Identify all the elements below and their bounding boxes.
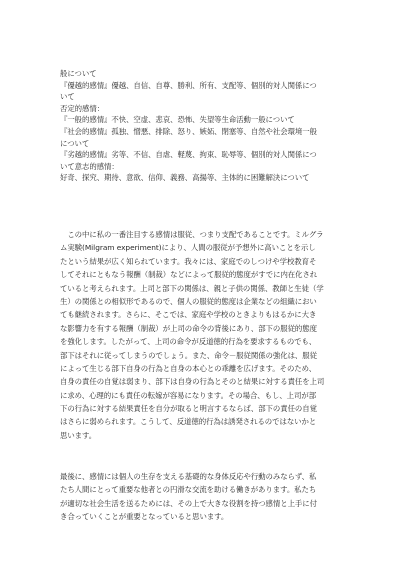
- text-line: き合っていくことが重要となっていると思います。: [60, 512, 229, 522]
- text-line: が適切な社会生活を送るためには、その上で大きな役割を持つ感情と上手に付: [60, 498, 317, 508]
- text-line: ていると考えられます。上司と部下の関係は、親と子供の関係、教師と生徒（学: [60, 283, 324, 293]
- text-line: 思います。: [60, 430, 97, 440]
- text-line: 部下はそれに従ってしまうのでしょう。また、命令－服従関係の強化は、服従: [60, 350, 317, 360]
- paragraph-obedience: [60, 228, 360, 442]
- text-line: 『一般的感情』不快、空虚、悲哀、恐怖、失望等生命活動一般について: [60, 115, 295, 125]
- text-line: 自身の責任の自覚は弱まり、部下は自身の行為とそのと結果に対する責任を上司: [60, 377, 325, 387]
- text-line: たち人間にとって重要な他者との円滑な交流を助ける働きがあります。私たち: [60, 485, 317, 495]
- text-line: 否定的感情：: [60, 103, 105, 113]
- text-line: はさらに弱められます。こうして、反道徳的行為は誘発されるのではないかと: [60, 417, 317, 427]
- text-line: 般について: [60, 69, 97, 78]
- text-line: を強化します。したがって、上司の命令が反道徳的行為を要求するものでも、: [60, 337, 317, 347]
- text-line: について: [60, 138, 90, 148]
- text-line: な影響力を有する報酬（制裁）が上司の命令の背後にあり、部下の服従的態度: [60, 323, 317, 333]
- text-line: たという結果が広く知られています。我々には、家庭でのしつけや学校教育そ: [60, 256, 317, 266]
- text-line: いて意志的感情：: [60, 161, 119, 171]
- text-line: いて: [60, 92, 75, 102]
- text-line: 『社会的感情』孤独、憎悪、排除、怒り、嫉妬、閉塞等、自然や社会環境一般: [60, 126, 317, 136]
- paragraph-conclusion: [60, 470, 360, 524]
- text-line: ても継続されます。さらに、そこでは、家庭や学校のときよりもはるかに大き: [60, 310, 317, 320]
- text-line: 『劣越的感情』劣等、不信、自虐、軽蔑、拘束、恥辱等、個別的対人関係につ: [60, 150, 317, 160]
- emotion-category-list: [60, 68, 360, 184]
- text-line: 『優越的感情』優越、自信、自尊、勝利、所有、支配等、個別的対人関係につ: [60, 80, 317, 90]
- text-line: この中に私の一番注目する感情は服従、つまり支配であることです。ミルグラ: [60, 230, 324, 239]
- text-line: によって生じる部下自身の行為と自身の本心との乖離を広げます。そのため、: [60, 363, 317, 373]
- text-line: してそれにともなう報酬（制裁）などによって服従的態度がすでに内在化され: [60, 270, 318, 280]
- text-line: 下の行為に対する結果責任を自分が取ると明言するならば、部下の責任の自覚: [60, 404, 317, 414]
- text-line: に求め、心理的にも責任の転嫁が容易になります。その場合、もし、上司が部: [60, 390, 317, 400]
- text-line: 好奇、探究、期待、意欲、信仰、義務、高揚等、主体的に困難解決について: [60, 173, 310, 183]
- text-line: ム実験(Milgram experiment)により、人間の服従が予想外に高いことを示し: [60, 243, 316, 253]
- text-line: 生）の関係との相似形であるので、個人の服従的態度は企業などの組織におい: [60, 296, 317, 306]
- text-line: 最後に、感情には個人の生存を支える基礎的な身体反応や行動のみならず、私: [60, 472, 317, 481]
